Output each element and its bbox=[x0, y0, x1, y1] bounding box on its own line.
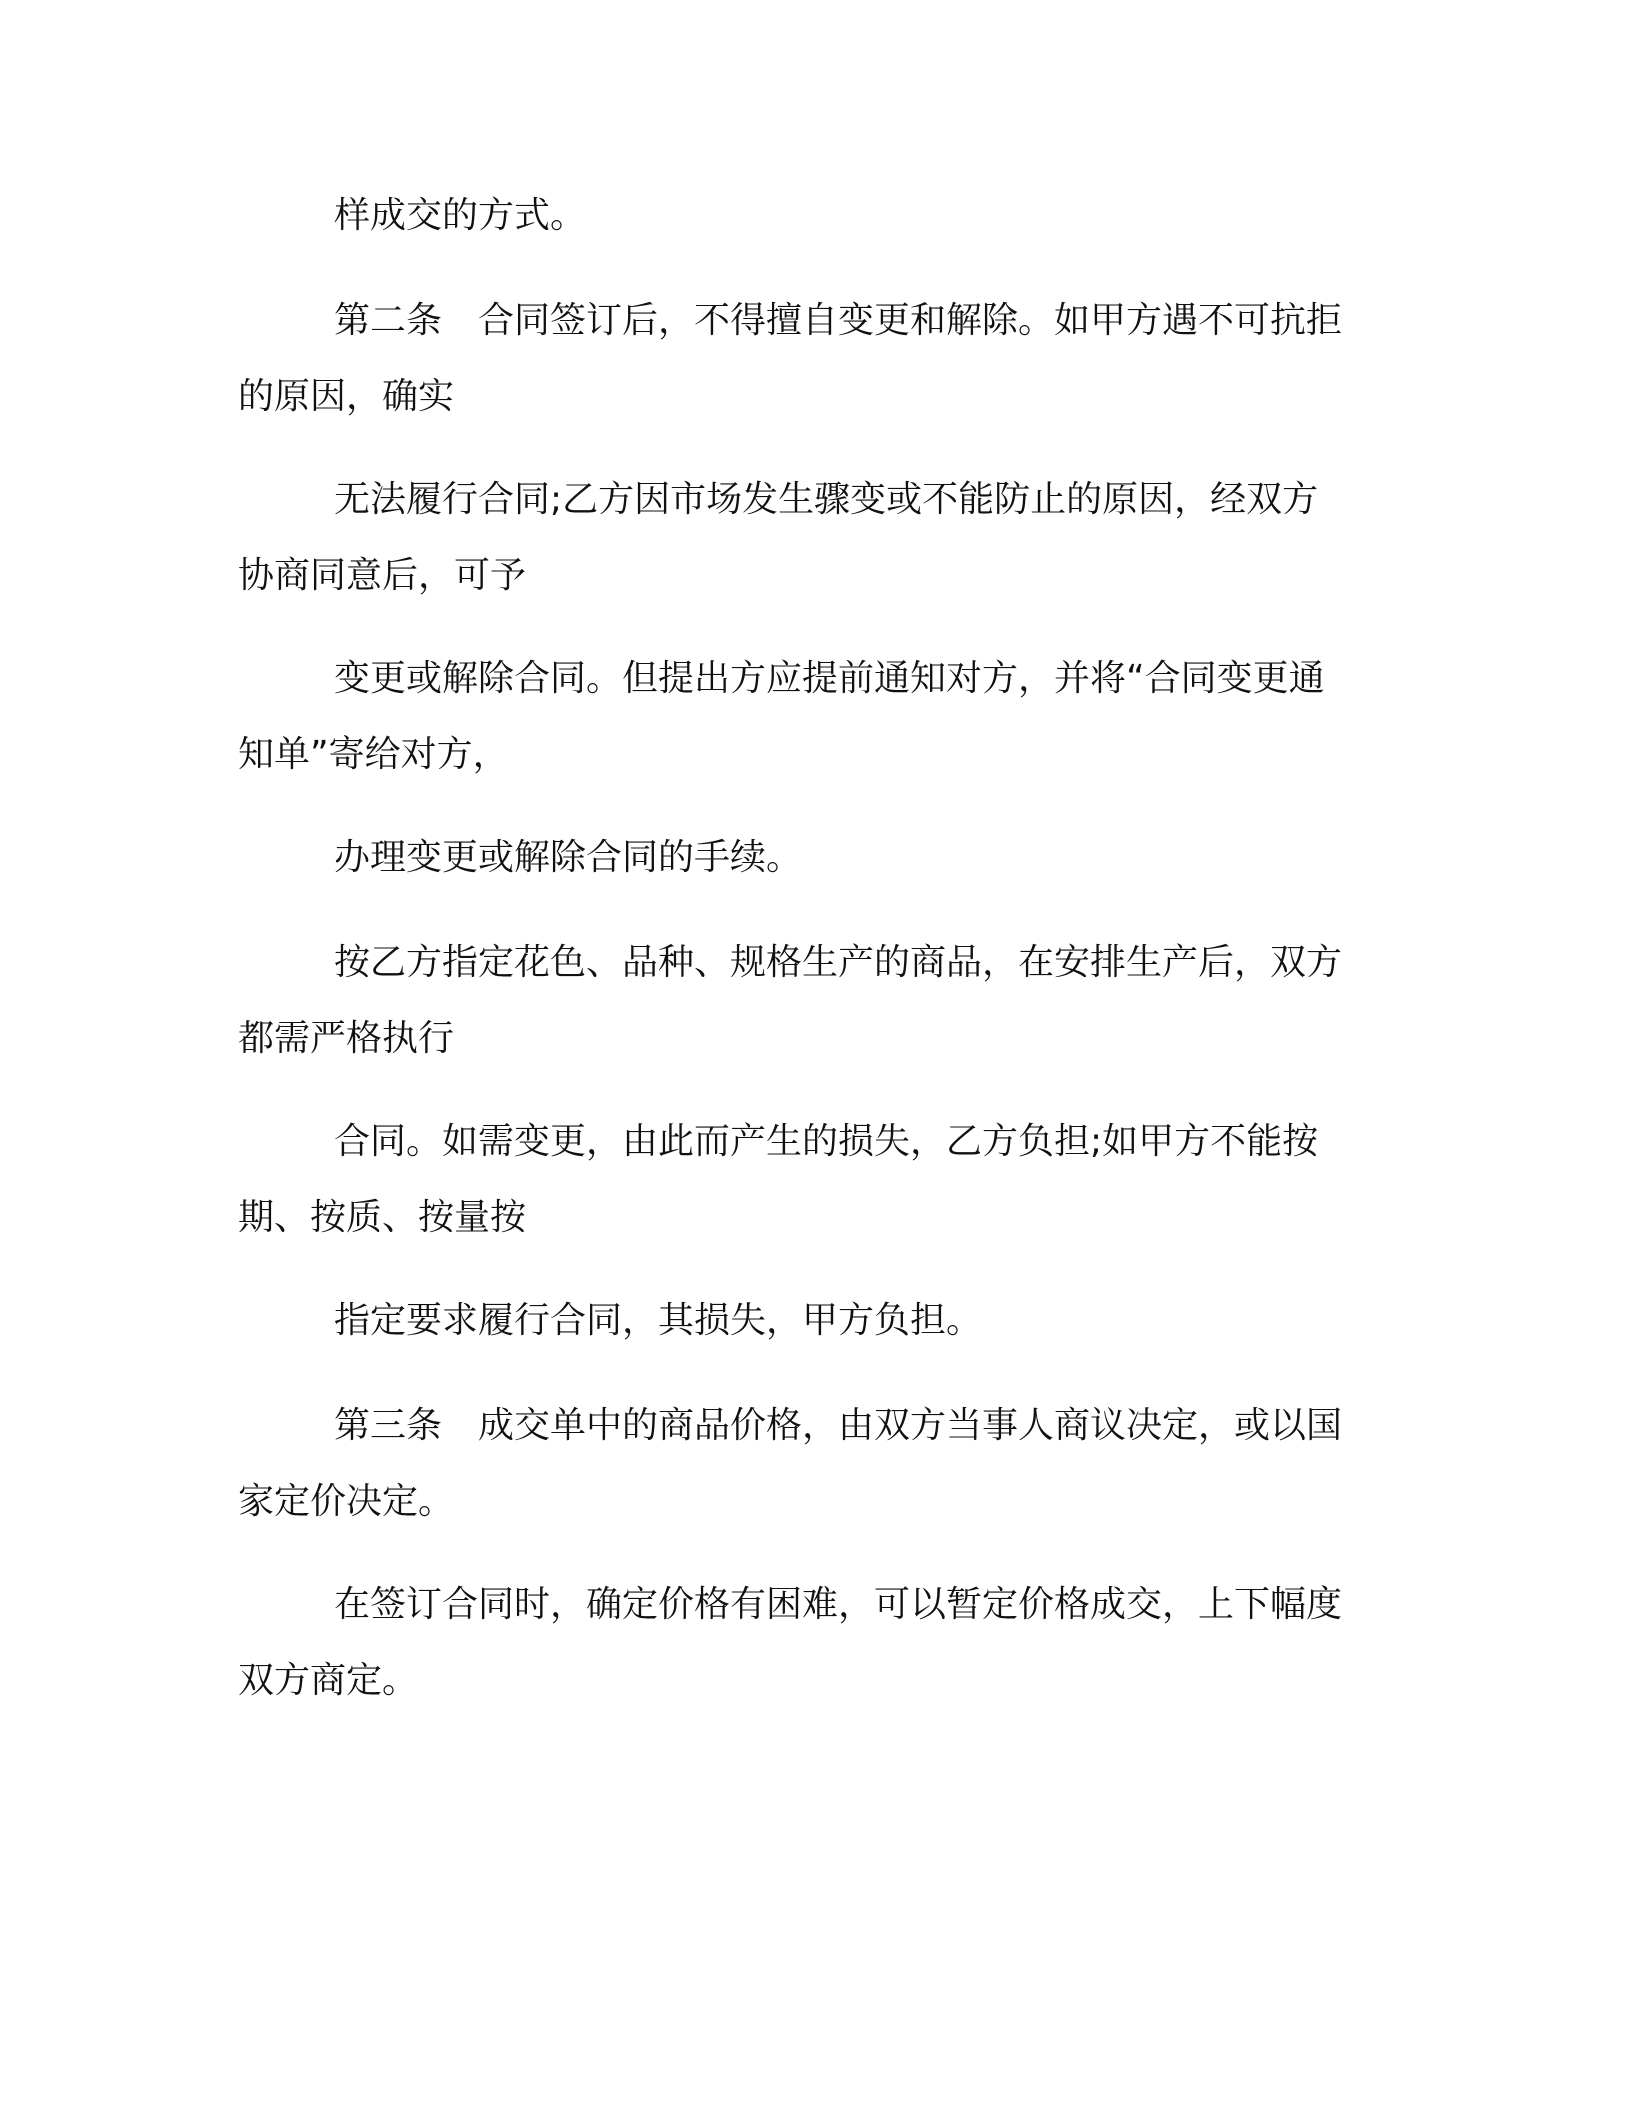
paragraph bbox=[238, 1104, 1398, 1256]
paragraph-line: 协商同意后，可予 bbox=[238, 555, 527, 596]
paragraph bbox=[238, 283, 1398, 435]
paragraph bbox=[238, 1567, 1398, 1719]
paragraph bbox=[238, 1283, 1398, 1359]
paragraph bbox=[238, 925, 1398, 1077]
paragraph-line: 无法履行合同;乙方因市场发生骤变或不能防止的原因，经双方 bbox=[334, 479, 1319, 520]
paragraph-line: 按乙方指定花色、品种、规格生产的商品，在安排生产后，双方 bbox=[334, 942, 1343, 983]
paragraph-line: 样成交的方式。 bbox=[334, 195, 587, 236]
paragraph-line: 家定价决定。 bbox=[238, 1481, 455, 1522]
paragraph-line: 都需严格执行 bbox=[238, 1018, 455, 1059]
paragraph-line: 在签订合同时，确定价格有困难，可以暂定价格成交，上下幅度 bbox=[334, 1584, 1343, 1625]
paragraph-line: 变更或解除合同。但提出方应提前通知对方，并将“合同变更通 bbox=[334, 658, 1325, 699]
paragraph-line: 期、按质、按量按 bbox=[238, 1197, 527, 1238]
paragraph-line: 第二条 合同签订后，不得擅自变更和解除。如甲方遇不可抗拒 bbox=[334, 300, 1343, 341]
paragraph bbox=[238, 462, 1398, 614]
paragraph-line: 双方商定。 bbox=[238, 1660, 419, 1701]
paragraph bbox=[238, 178, 1398, 254]
paragraph-line: 合同。如需变更，由此而产生的损失，乙方负担;如甲方不能按 bbox=[334, 1121, 1319, 1162]
paragraph-line: 办理变更或解除合同的手续。 bbox=[334, 837, 803, 878]
paragraph-line: 的原因，确实 bbox=[238, 376, 455, 417]
paragraph bbox=[238, 641, 1398, 793]
paragraph-line: 知单”寄给对方， bbox=[238, 734, 509, 775]
paragraph-line: 指定要求履行合同，其损失，甲方负担。 bbox=[334, 1300, 983, 1341]
paragraph bbox=[238, 820, 1398, 896]
paragraph-line: 第三条 成交单中的商品价格，由双方当事人商议决定，或以国 bbox=[334, 1405, 1343, 1446]
paragraph bbox=[238, 1388, 1398, 1540]
